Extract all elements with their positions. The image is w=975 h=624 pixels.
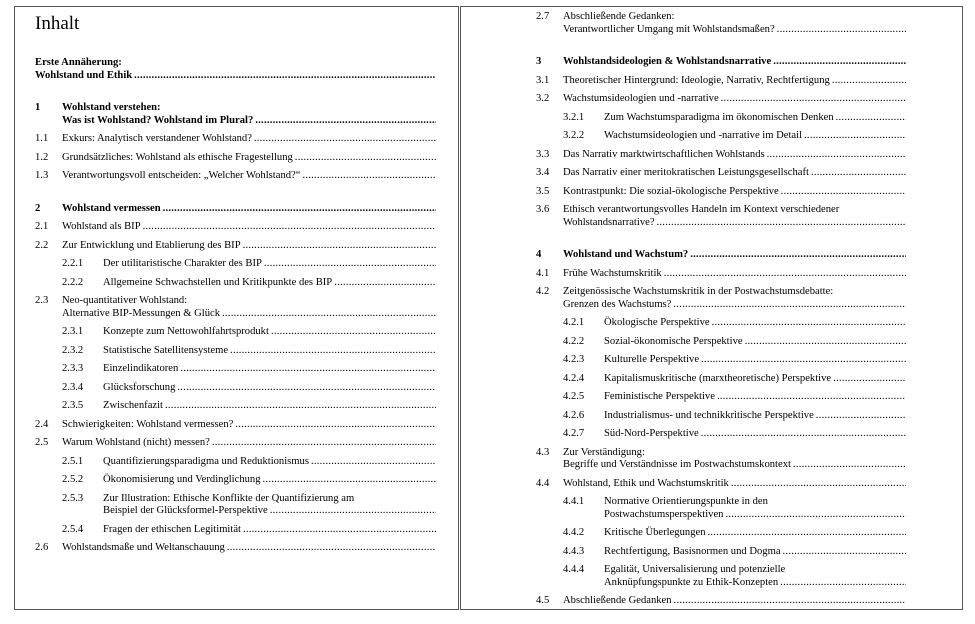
toc-entry-title: Was ist Wohlstand? Wohlstand im Plural? <box>62 114 254 126</box>
toc-entry-title: Der utilitaristische Charakter des BIP <box>103 258 262 269</box>
dot-leader <box>233 419 436 432</box>
toc-entry-number: 2.5.3 <box>62 492 84 504</box>
dot-leader <box>710 317 906 330</box>
toc-entry-title: Allgemeine Schwachstellen und Kritikpunkte des BIP <box>103 276 333 288</box>
toc-entry <box>35 221 436 234</box>
dot-leader <box>210 437 436 450</box>
toc-entry-title: Wohlstandsmaße und Weltanschauung <box>62 542 225 553</box>
toc-entry-title: Erste Annäherung: <box>35 57 122 68</box>
toc-entry <box>35 203 436 216</box>
dot-leader <box>688 249 906 262</box>
dot-leader <box>175 382 436 395</box>
toc-entry-title: Schwierigkeiten: Wohlstand vermessen? <box>62 418 234 430</box>
toc-entry-number: 2.2.1 <box>62 258 84 269</box>
toc-entry-number: 3.3 <box>536 148 550 160</box>
toc-entry <box>35 437 436 450</box>
toc-entry-number: 3.2.2 <box>563 130 585 141</box>
toc-entry-title: Ökologische Perspektive <box>604 317 710 328</box>
toc-entry <box>35 456 436 469</box>
dot-leader <box>293 152 436 165</box>
toc-entry-number: 4.3 <box>536 446 550 458</box>
toc-entry-title: Zum Wachstumsparadigma im ökonomischen Denken <box>604 111 834 123</box>
toc-entry-title: Beispiel der Glücksformel-Perspektive <box>103 505 268 516</box>
dot-leader <box>779 186 906 199</box>
toc-entry-number: 2.3 <box>35 295 49 306</box>
toc-entry-number: 2.3.4 <box>62 381 84 393</box>
dot-leader <box>161 203 436 216</box>
dot-leader <box>252 133 436 146</box>
dot-leader <box>309 456 436 469</box>
toc-entry-number: 4.2.2 <box>563 335 585 347</box>
dot-leader <box>706 527 907 540</box>
dot-leader <box>269 326 436 339</box>
toc-entry-title: Wohlstand, Ethik und Wachstumskritik <box>563 477 729 489</box>
toc-entry-title: Warum Wohlstand (nicht) messen? <box>62 437 210 448</box>
toc-entry <box>536 93 906 106</box>
toc-entry <box>35 258 436 271</box>
toc-entry <box>35 133 436 146</box>
toc-entry-number: 4.2.1 <box>563 317 585 328</box>
toc-entry <box>536 286 906 311</box>
toc-entry-title: Rechtfertigung, Basisnormen und Dogma <box>604 545 781 557</box>
toc-entry-number: 4.4 <box>536 477 550 489</box>
dot-leader <box>268 505 436 518</box>
toc-entry-number: 2.7 <box>536 11 550 22</box>
dot-leader <box>814 410 906 423</box>
toc-entry <box>536 11 906 36</box>
toc-entry <box>536 527 906 540</box>
toc-entry <box>536 478 906 491</box>
dot-leader <box>262 258 436 271</box>
toc-entry <box>536 354 906 367</box>
dot-leader <box>729 478 906 491</box>
toc-entry-title: Zur Verständigung: <box>563 446 645 458</box>
toc-entry-number: 3.2 <box>536 93 550 104</box>
toc-entry-number: 2.6 <box>35 542 49 553</box>
dot-leader <box>228 345 436 358</box>
toc-entry-title: Wachstumsideologien und -narrative <box>563 93 719 104</box>
toc-entry <box>35 542 436 555</box>
dot-leader <box>253 115 436 128</box>
toc-entry <box>35 170 436 183</box>
toc-entry-title: Zwischenfazit <box>103 400 164 411</box>
toc-entry-title: Wohlstand und Ethik <box>35 69 133 81</box>
toc-entry-title: Verantwortungsvoll entscheiden: „Welcher Wohlstand?“ <box>62 170 301 181</box>
toc-entry <box>536 447 906 472</box>
dot-leader <box>834 112 906 125</box>
toc-entry-title: Wachstumsideologien und -narrative im Detail <box>604 130 803 141</box>
toc-entry <box>35 102 436 127</box>
toc-entry-title: Sozial-ökonomische Perspektive <box>604 335 743 347</box>
toc-entry-title: Süd-Nord-Perspektive <box>604 428 699 439</box>
toc-entry <box>536 56 906 69</box>
toc-entry-title: Wohlstandsideologien & Wohlstandsnarrative <box>563 56 772 67</box>
dot-leader <box>771 56 906 69</box>
toc-entry-title: Frühe Wachstumskritik <box>563 267 662 279</box>
toc-entry-number: 4.2.5 <box>563 391 585 402</box>
right-toc <box>536 11 906 610</box>
dot-leader <box>241 240 436 253</box>
toc-entry-number: 4.5 <box>536 595 550 606</box>
toc-entry-number: 2.3.3 <box>62 363 84 374</box>
toc-entry-number: 2.2.2 <box>62 276 84 288</box>
toc-entry <box>536 564 906 589</box>
toc-entry <box>536 496 906 521</box>
spacer <box>35 82 436 102</box>
toc-entry-number: 2.1 <box>35 221 49 232</box>
toc-entry <box>536 204 906 229</box>
toc-entry-title: Abschließende Gedanken: <box>563 11 675 22</box>
toc-entry-title: Wohlstand und Wachstum? <box>563 249 689 260</box>
toc-entry-number: 2 <box>35 202 41 214</box>
toc-entry <box>536 317 906 330</box>
toc-entry-number: 4.4.4 <box>563 564 585 575</box>
toc-entry-title: Wohlstand verstehen: <box>62 102 161 113</box>
spacer <box>35 183 436 203</box>
toc-entry-title: Abschließende Gedanken <box>563 595 672 606</box>
dot-leader <box>225 542 436 555</box>
toc-entry-title: Wohlstandsnarrative? <box>563 216 655 228</box>
toc-entry <box>35 57 436 82</box>
toc-entry <box>536 75 906 88</box>
dot-leader <box>241 524 436 537</box>
toc-entry-number: 1 <box>35 102 41 113</box>
toc-entry-title: Das Narrativ marktwirtschaftlichen Wohlstands <box>563 148 765 160</box>
toc-entry-title: Verantwortlicher Umgang mit Wohlstandsmaßen? <box>563 23 775 35</box>
toc-entry <box>536 130 906 143</box>
toc-entry-title: Neo-quantitativer Wohlstand: <box>62 295 188 306</box>
toc-entry <box>35 152 436 165</box>
toc-entry-title: Grenzen des Wachstums? <box>563 298 672 310</box>
toc-entry-number: 2.3.5 <box>62 400 84 411</box>
toc-entry <box>536 268 906 281</box>
toc-entry-title: Kapitalismuskritische (marxtheoretische) Perspektive <box>604 372 832 384</box>
toc-entry-number: 3.4 <box>536 167 550 178</box>
toc-entry-number: 3 <box>536 56 542 67</box>
toc-entry-number: 1.1 <box>35 133 49 144</box>
dot-leader <box>163 400 436 413</box>
dot-leader <box>178 363 436 376</box>
toc-entry-title: Wohlstand als BIP <box>62 221 141 232</box>
toc-entry-number: 2.3.2 <box>62 344 84 356</box>
dot-leader <box>699 354 906 367</box>
dot-leader <box>332 277 436 290</box>
toc-entry <box>35 524 436 537</box>
toc-entry-title: Anknüpfungspunkte zu Ethik-Konzepten <box>604 576 779 588</box>
toc-entry <box>536 167 906 180</box>
toc-entry-title: Quantifizierungsparadigma und Reduktionismus <box>103 455 309 467</box>
toc-entry <box>536 410 906 423</box>
toc-entry-number: 3.2.1 <box>563 111 585 123</box>
toc-entry <box>536 391 906 404</box>
dot-leader <box>831 373 906 386</box>
dot-leader <box>655 217 906 230</box>
dot-leader <box>220 308 436 321</box>
toc-entry <box>536 373 906 386</box>
toc-entry-title: Zeitgenössische Wachstumskritik in der Postwachstumsdebatte: <box>563 286 834 297</box>
dot-leader <box>141 221 436 234</box>
spacer <box>536 36 906 56</box>
dot-leader <box>723 509 906 522</box>
toc-entry <box>536 149 906 162</box>
toc-entry-title: Begriffe und Verständnisse im Postwachstumskontext <box>563 459 791 470</box>
toc-entry-title: Normative Orientierungspunkte in den <box>604 496 768 507</box>
toc-entry-title: Feministische Perspektive <box>604 391 715 402</box>
dot-leader <box>743 336 906 349</box>
toc-entry <box>35 382 436 395</box>
toc-entry-number: 4 <box>536 249 542 260</box>
toc-entry-title: Grundsätzliches: Wohlstand als ethische Fragestellung <box>62 151 293 163</box>
dot-leader <box>791 459 906 472</box>
dot-leader <box>802 130 906 143</box>
toc-entry-number: 1.3 <box>35 170 49 181</box>
dot-leader <box>699 428 906 441</box>
toc-entry-title: Postwachstumsperspektiven <box>604 508 724 520</box>
page-title: Inhalt <box>35 13 80 34</box>
toc-entry-number: 2.5 <box>35 437 49 448</box>
toc-entry-number: 3.6 <box>536 204 550 215</box>
toc-entry-number: 4.2.4 <box>563 372 585 384</box>
toc-entry-number: 2.5.1 <box>62 455 84 467</box>
toc-entry-number: 4.2.6 <box>563 409 585 421</box>
dot-leader <box>672 595 906 608</box>
toc-entry-number: 3.5 <box>536 185 550 197</box>
toc-entry-title: Konzepte zum Nettowohlfahrtsprodukt <box>103 326 269 337</box>
right-page <box>460 6 963 610</box>
toc-entry-title: Kulturelle Perspektive <box>604 354 700 365</box>
spacer <box>536 229 906 249</box>
toc-entry-title: Das Narrativ einer meritokratischen Leistungsgesellschaft <box>563 167 809 178</box>
dot-leader <box>781 546 906 559</box>
toc-entry <box>536 546 906 559</box>
dot-leader <box>719 93 906 106</box>
toc-entry <box>35 295 436 320</box>
toc-entry-title: Industrialismus- und technikkritische Perspektive <box>604 409 814 421</box>
toc-entry-title: Zur Entwicklung und Etablierung des BIP <box>62 239 241 251</box>
toc-entry <box>35 277 436 290</box>
toc-entry-title: Kontrastpunkt: Die sozial-ökologische Perspektive <box>563 185 779 197</box>
toc-entry <box>536 186 906 199</box>
toc-entry-number: 4.2.3 <box>563 354 585 365</box>
toc-entry-number: 2.3.1 <box>62 326 84 337</box>
toc-entry <box>536 249 906 262</box>
dot-leader <box>830 75 906 88</box>
toc-entry-title: Einzelindikatoren <box>103 363 179 374</box>
toc-entry-title: Theoretischer Hintergrund: Ideologie, Narrativ, Rechtfertigung <box>563 74 830 86</box>
toc-entry-title: Glücksforschung <box>103 381 176 393</box>
dot-leader <box>778 577 906 590</box>
toc-entry <box>536 595 906 608</box>
toc-entry <box>35 345 436 358</box>
toc-entry <box>35 363 436 376</box>
toc-entry <box>536 336 906 349</box>
toc-entry-title: Wohlstand vermessen <box>62 202 161 214</box>
toc-entry-number: 4.1 <box>536 267 550 279</box>
toc-entry-title: Alternative BIP-Messungen & Glück <box>62 307 220 319</box>
toc-entry-number: 4.4.3 <box>563 545 585 557</box>
dot-leader <box>671 299 906 312</box>
toc-entry-title: Kritische Überlegungen <box>604 527 706 538</box>
dot-leader <box>132 70 436 83</box>
toc-entry-number: 2.4 <box>35 418 49 430</box>
toc-entry-number: 3.1 <box>536 74 550 86</box>
toc-entry <box>35 493 436 518</box>
toc-entry-number: 1.2 <box>35 151 49 163</box>
dot-leader <box>261 474 436 487</box>
toc-entry <box>35 474 436 487</box>
toc-entry-number: 4.4.1 <box>563 496 585 507</box>
toc-entry-title: Statistische Satellitensysteme <box>103 344 229 356</box>
toc-entry <box>536 112 906 125</box>
dot-leader <box>765 149 906 162</box>
toc-entry-number: 2.5.4 <box>62 523 84 535</box>
toc-entry-title: Exkurs: Analytisch verstandener Wohlstand? <box>62 133 252 144</box>
dot-leader <box>662 268 906 281</box>
toc-entry <box>35 419 436 432</box>
dot-leader <box>775 24 906 37</box>
toc-entry <box>35 400 436 413</box>
spacer <box>35 555 436 561</box>
spacer <box>536 608 906 611</box>
toc-entry-title: Zur Illustration: Ethische Konflikte der Quantifizierung am <box>103 492 355 504</box>
left-page <box>14 6 459 610</box>
toc-entry-title: Ethisch verantwortungsvolles Handeln im Kontext verschiedener <box>563 204 840 215</box>
toc-entry-number: 4.2 <box>536 286 550 297</box>
toc-entry-number: 2.2 <box>35 239 49 251</box>
toc-entry-number: 4.2.7 <box>563 428 585 439</box>
dot-leader <box>300 170 436 183</box>
toc-entry-number: 2.5.2 <box>62 474 84 485</box>
dot-leader <box>715 391 906 404</box>
toc-entry <box>35 326 436 339</box>
toc-entry-title: Fragen der ethischen Legitimität <box>103 523 241 535</box>
toc-entry-title: Egalität, Universalisierung und potenzielle <box>604 564 786 575</box>
toc-entry-number: 4.4.2 <box>563 527 585 538</box>
dot-leader <box>809 167 906 180</box>
left-toc <box>35 9 436 561</box>
toc-entry <box>536 428 906 441</box>
toc-entry <box>35 240 436 253</box>
toc-entry-title: Ökonomisierung und Verdinglichung <box>103 474 261 485</box>
